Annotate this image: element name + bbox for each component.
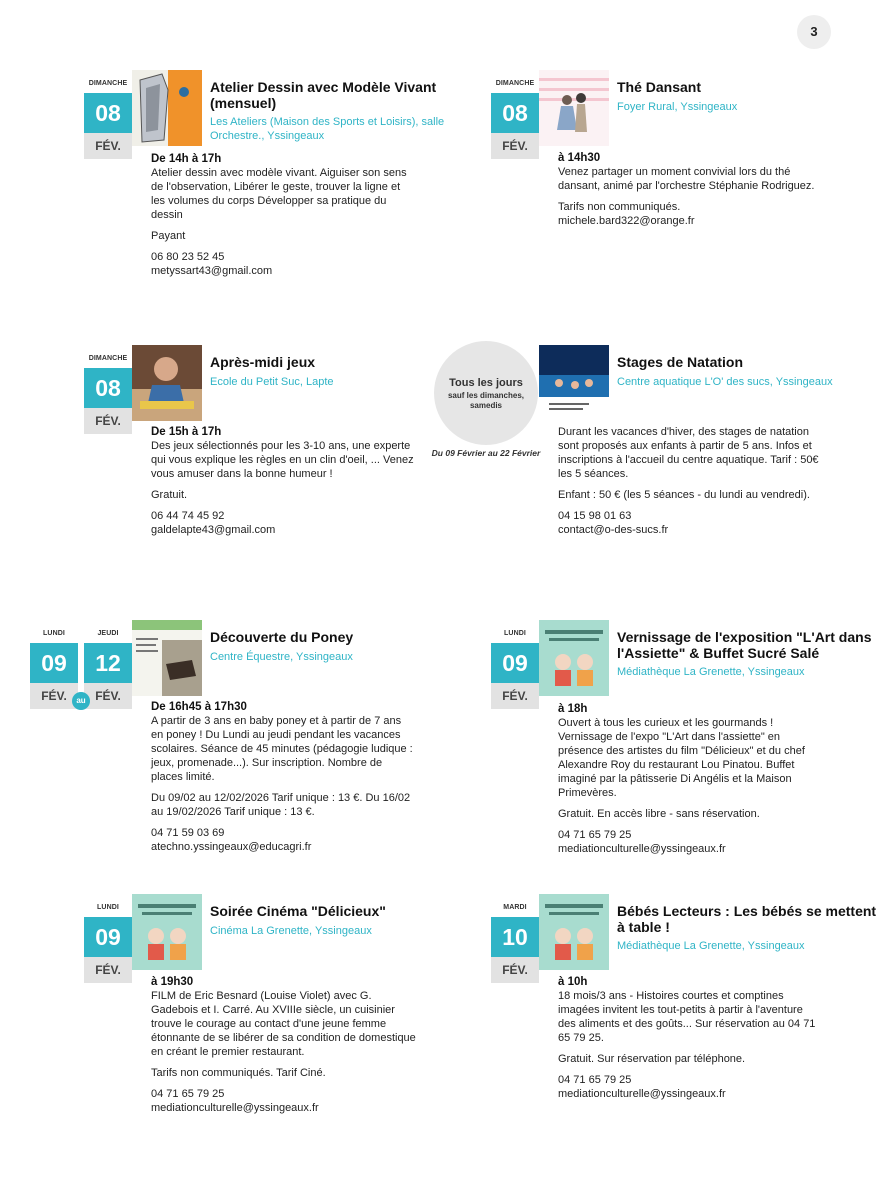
event-description: Atelier dessin avec modèle vivant. Aiguiser son sens de l'observation, Libérer le geste, trouver la ligne et les volumes du corps Développer sa pratique du dessin (151, 167, 407, 221)
event-title (617, 630, 887, 680)
event-title-text: Atelier Dessin avec Modèle Vivant (mensuel) (210, 79, 437, 111)
event-description: FILM de Eric Besnard (Louise Violet) avec G. Gadebois et I. Carré. Au XVIIIe siècle, un cuisinier trouve le courage au contact d'une jeune femme étonnante de se libérer de sa condition de domestique en créant le premier restaurant. (151, 990, 416, 1058)
day-number: 08 (491, 93, 539, 133)
event-time: à 19h30 (151, 976, 194, 988)
page-number: 3 (797, 15, 831, 49)
event-card (41, 620, 484, 890)
event-email[interactable]: mediationculturelle@yssingeaux.fr (558, 843, 726, 855)
event-venue: Les Ateliers (Maison des Sports et Loisirs), salle Orchestre., Yssingeaux (210, 116, 445, 142)
day-number: 08 (84, 368, 132, 408)
event-title-text: Découverte du Poney (210, 629, 354, 645)
event-title (617, 355, 887, 389)
event-phone: 06 80 23 52 45 (151, 251, 225, 263)
event-time: à 14h30 (558, 152, 601, 164)
event-price: Gratuit. Sur réservation par téléphone. (558, 1053, 746, 1065)
event-title (617, 80, 887, 114)
event-email[interactable]: metyssart43@gmail.com (151, 265, 273, 277)
weekday-label: LUNDI (43, 630, 65, 637)
event-description: A partir de 3 ans en baby poney et à partir de 7 ans en poney ! Du Lundi au jeudi pendant les vacances scolaires. Séance de 45 minutes (pédagogie ludique : jeux, promenade...). Sur inscription. Nombre de places limité. (151, 715, 413, 783)
event-time: De 16h45 à 17h30 (151, 701, 247, 713)
month-label: FÉV. (491, 133, 539, 159)
event-title-text: Stages de Natation (617, 354, 744, 370)
event-price: Tarifs non communiqués. Tarif Ciné. (151, 1067, 326, 1079)
event-phone: 04 71 65 79 25 (151, 1088, 225, 1100)
event-thumbnail (132, 345, 202, 421)
event-phone: 04 15 98 01 63 (558, 510, 632, 522)
event-email[interactable]: mediationculturelle@yssingeaux.fr (151, 1102, 319, 1114)
event-venue: Cinéma La Grenette, Yssingeaux (210, 924, 372, 937)
event-email[interactable]: galdelapte43@gmail.com (151, 524, 276, 536)
event-details (151, 700, 416, 854)
event-title-text: Après-midi jeux (210, 354, 316, 370)
recurrence-label: Tous les jours (449, 377, 523, 389)
event-description: Venez partager un moment convivial lors du thé dansant, animé par l'orchestre Stéphanie Rodriguez. (558, 166, 815, 192)
event-price: Gratuit. (151, 489, 188, 501)
date-range: Du 09 Février au 22 Février (431, 448, 541, 458)
day-number: 08 (84, 93, 132, 133)
event-email[interactable]: mediationculturelle@yssingeaux.fr (558, 1088, 726, 1100)
event-venue: Centre aquatique L'O' des sucs, Yssingeaux (617, 375, 833, 388)
month-label: FÉV. (84, 683, 132, 709)
event-thumbnail (132, 70, 202, 146)
weekday-label: DIMANCHE (495, 80, 535, 87)
event-time: De 15h à 17h (151, 426, 222, 438)
event-title (617, 904, 887, 954)
day-number: 09 (491, 643, 539, 683)
event-thumbnail (539, 70, 609, 146)
event-venue: Médiathèque La Grenette, Yssingeaux (617, 666, 805, 678)
event-thumbnail (539, 620, 609, 696)
month-label: FÉV. (491, 683, 539, 709)
event-time: De 14h à 17h (151, 153, 222, 165)
event-description: Ouvert à tous les curieux et les gourmands ! Vernissage de l'expo "L'Art dans l'assiette" en présence des artistes du film "Délicieux" et du chef Alexandre Roy du restaurant Lou Pinatou. Buffet imaginé par la pâtisserie Di Angélis et la Maison Primevères. (558, 717, 805, 799)
event-email[interactable]: contact@o-des-sucs.fr (558, 524, 669, 536)
event-title-text: Vernissage de l'exposition "L'Art dans l'Assiette" & Buffet Sucré Salé (617, 629, 872, 661)
day-number: 12 (84, 643, 132, 683)
event-details (558, 975, 823, 1101)
event-description: 18 mois/3 ans - Histoires courtes et comptines imagées invitent les tout-petits à partir à l'aventure des aliments et des goûts... Sur réservation au 04 71 65 79 25. (558, 990, 816, 1044)
event-card (84, 894, 484, 1164)
event-price: Enfant : 50 € (les 5 séances - du lundi au vendredi). (558, 489, 810, 501)
event-venue: Foyer Rural, Yssingeaux (617, 100, 738, 113)
event-price: Tarifs non communiqués. (558, 201, 681, 213)
event-price: Payant (151, 230, 186, 242)
event-time: à 18h (558, 703, 588, 715)
weekday-label: MARDI (503, 904, 527, 911)
event-price: Du 09/02 au 12/02/2026 Tarif unique : 13 €. Du 16/02 au 19/02/2026 Tarif unique : 13 €. (151, 792, 411, 818)
day-number: 10 (491, 917, 539, 957)
month-label: FÉV. (84, 408, 132, 434)
event-card (431, 345, 891, 615)
event-details (151, 975, 416, 1115)
event-email[interactable]: atechno.yssingeaux@educagri.fr (151, 841, 312, 853)
event-thumbnail (539, 345, 609, 421)
event-card (491, 620, 891, 890)
event-title (210, 904, 480, 938)
event-details (558, 425, 823, 537)
event-title (210, 630, 480, 664)
event-phone: 04 71 65 79 25 (558, 1074, 632, 1086)
event-card (84, 345, 484, 615)
event-thumbnail (132, 620, 202, 696)
date-range-connector: au (72, 692, 90, 710)
weekday-label: JEUDI (97, 630, 119, 637)
event-description: Durant les vacances d'hiver, des stages de natation sont proposés aux enfants à partir de 5 ans. Infos et inscriptions à l'accueil du centre aquatique. Tarif : 50€ les 5 séances. (558, 426, 819, 480)
event-email[interactable]: michele.bard322@orange.fr (558, 215, 695, 227)
event-description: Des jeux sélectionnés pour les 3-10 ans, une experte qui vous explique les règles en un clin d'oeil, ... Venez vous amuser dans la bonne humeur ! (151, 440, 414, 480)
event-time: à 10h (558, 976, 588, 988)
month-label: FÉV. (491, 957, 539, 983)
month-label: FÉV. (30, 683, 78, 709)
event-details (558, 702, 823, 856)
month-label: FÉV. (84, 957, 132, 983)
event-details (151, 425, 416, 537)
event-phone: 04 71 59 03 69 (151, 827, 225, 839)
event-details (151, 152, 416, 278)
event-price: Gratuit. En accès libre - sans réservation. (558, 808, 760, 820)
event-venue: Ecole du Petit Suc, Lapte (210, 375, 334, 388)
event-title (210, 80, 480, 143)
month-label: FÉV. (84, 133, 132, 159)
weekday-label: LUNDI (504, 630, 526, 637)
event-title-text: Thé Dansant (617, 79, 702, 95)
weekday-label: LUNDI (97, 904, 119, 911)
event-phone: 06 44 74 45 92 (151, 510, 225, 522)
event-thumbnail (132, 894, 202, 970)
day-number: 09 (84, 917, 132, 957)
event-venue: Médiathèque La Grenette, Yssingeaux (617, 940, 805, 952)
event-title-text: Soirée Cinéma "Délicieux" (210, 903, 386, 919)
event-thumbnail (539, 894, 609, 970)
weekday-label: DIMANCHE (88, 80, 128, 87)
event-title-text: Bébés Lecteurs : Les bébés se mettent à table ! (617, 903, 877, 935)
recurrence-exceptions: sauf les dimanches, samedis (447, 391, 525, 410)
event-card (491, 70, 891, 340)
event-card (84, 70, 484, 340)
event-details (558, 151, 823, 228)
event-card (491, 894, 891, 1164)
day-number: 09 (30, 643, 78, 683)
event-venue: Centre Équestre, Yssingeaux (210, 650, 353, 663)
weekday-label: DIMANCHE (88, 355, 128, 362)
event-phone: 04 71 65 79 25 (558, 829, 632, 841)
